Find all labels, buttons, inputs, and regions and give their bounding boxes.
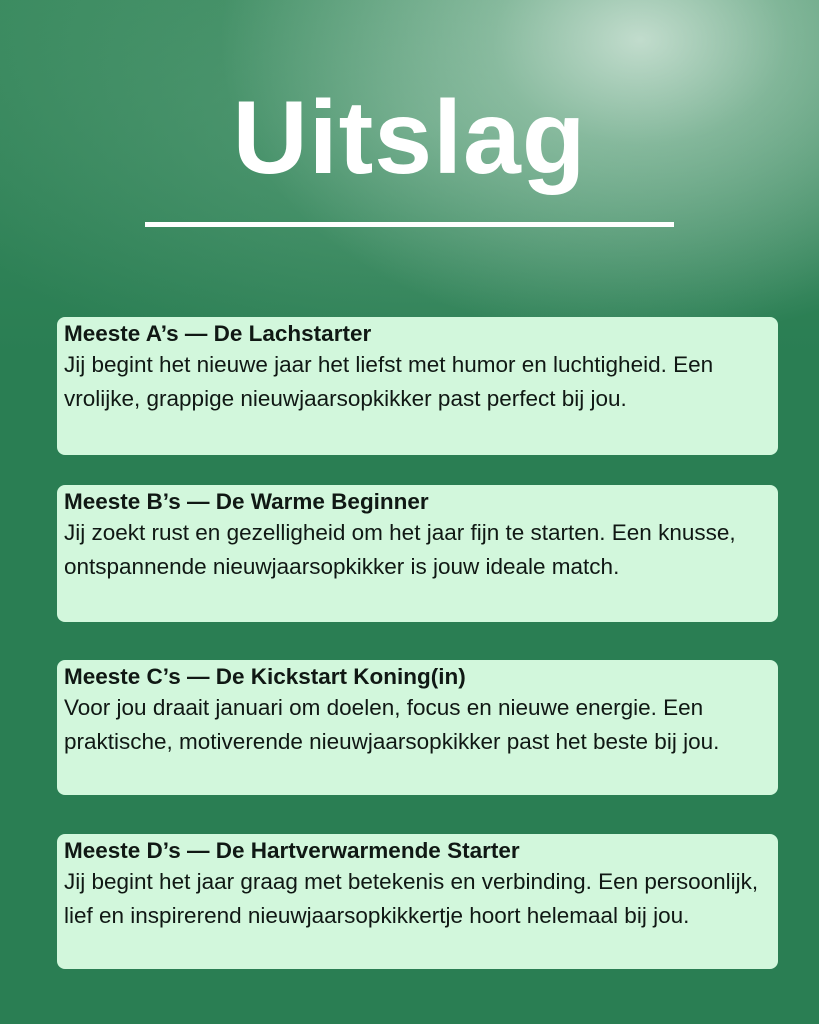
- result-text-d: Jij begint het jaar graag met betekenis en verbinding. Een persoonlijk, lief en inspirerend nieuwjaarsopkikkertje hoort helemaal bij jou.: [64, 869, 759, 928]
- result-card-a: [57, 317, 778, 455]
- result-heading-c: Meeste C’s — De Kickstart Koning(in): [64, 664, 466, 689]
- result-text-b: Jij zoekt rust en gezelligheid om het jaar fijn te starten. Een knusse, ontspannende nieuwjaarsopkikker is jouw ideale match.: [64, 520, 736, 579]
- result-heading-b: Meeste B’s — De Warme Beginner: [64, 489, 429, 514]
- result-text-a: Jij begint het nieuwe jaar het liefst met humor en luchtigheid. Een vrolijke, grappige nieuwjaarsopkikker past perfect bij jou.: [64, 352, 714, 411]
- result-card-c: [57, 660, 778, 795]
- result-card-d: [57, 834, 778, 969]
- page-title: Uitslag: [232, 80, 587, 196]
- result-text-c: Voor jou draait januari om doelen, focus en nieuwe energie. Een praktische, motiverende nieuwjaarsopkikker past het beste bij jou.: [64, 695, 720, 754]
- title-underline: [145, 222, 674, 227]
- result-heading-d: Meeste D’s — De Hartverwarmende Starter: [64, 838, 520, 863]
- result-heading-a: Meeste A’s — De Lachstarter: [64, 321, 372, 346]
- result-card-b: [57, 485, 778, 622]
